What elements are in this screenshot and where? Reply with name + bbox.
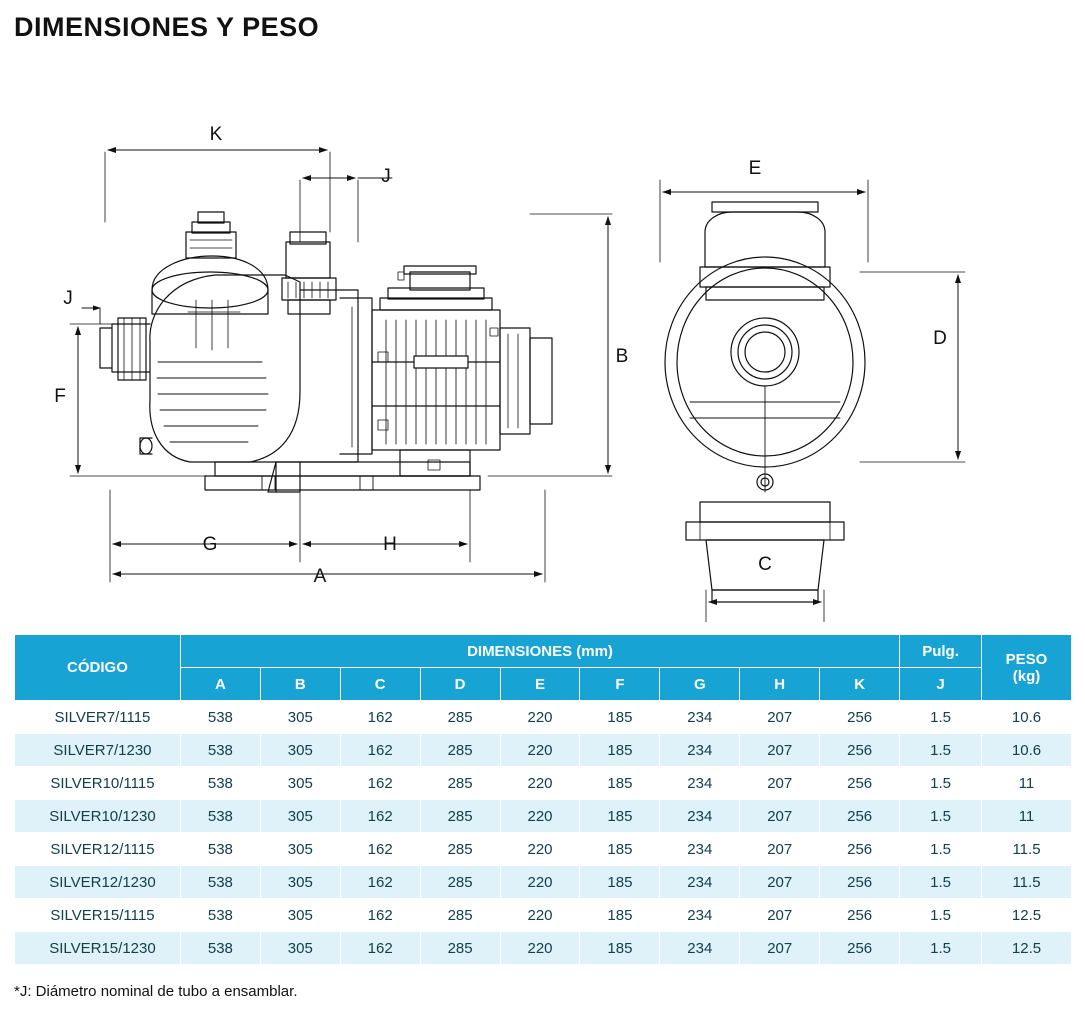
technical-drawing [0,62,1085,622]
cell-E: 220 [500,767,580,800]
cell-J: 1.5 [900,866,982,899]
cell-K: 256 [820,734,900,767]
dim-label-J-top: J [381,166,391,187]
cell-J: 1.5 [900,701,982,734]
header-col-J: J [900,668,982,701]
header-col-C: C [340,668,420,701]
header-col-B: B [260,668,340,701]
header-col-F: F [580,668,660,701]
cell-D: 285 [420,701,500,734]
dimensions-table [14,634,1072,965]
table-header-row-1 [15,635,1072,668]
cell-B: 305 [260,767,340,800]
cell-G: 234 [660,767,740,800]
cell-codigo: SILVER15/1230 [15,932,181,965]
cell-B: 305 [260,800,340,833]
table-row [15,899,1072,932]
cell-G: 234 [660,899,740,932]
cell-K: 256 [820,701,900,734]
cell-K: 256 [820,899,900,932]
cell-peso: 11.5 [982,833,1072,866]
cell-G: 234 [660,833,740,866]
dim-label-G: G [202,534,218,555]
cell-codigo: SILVER10/1230 [15,800,181,833]
cell-J: 1.5 [900,899,982,932]
cell-F: 185 [580,866,660,899]
cell-C: 162 [340,932,420,965]
cell-C: 162 [340,833,420,866]
cell-C: 162 [340,701,420,734]
cell-A: 538 [180,800,260,833]
cell-K: 256 [820,866,900,899]
cell-G: 234 [660,800,740,833]
cell-peso: 11 [982,767,1072,800]
cell-K: 256 [820,767,900,800]
header-col-D: D [420,668,500,701]
page-title: DIMENSIONES Y PESO [14,12,320,42]
table-row [15,833,1072,866]
cell-G: 234 [660,866,740,899]
cell-H: 207 [740,932,820,965]
dim-label-B: B [615,346,629,367]
footnote: *J: Diámetro nominal de tubo a ensamblar. [14,983,298,1000]
cell-A: 538 [180,833,260,866]
dim-label-A: A [313,566,327,587]
header-col-E: E [500,668,580,701]
cell-F: 185 [580,701,660,734]
cell-J: 1.5 [900,932,982,965]
table-row [15,866,1072,899]
cell-C: 162 [340,734,420,767]
header-col-A: A [180,668,260,701]
cell-B: 305 [260,833,340,866]
cell-peso: 12.5 [982,899,1072,932]
cell-A: 538 [180,734,260,767]
table-row [15,932,1072,965]
dim-label-J-left: J [63,288,73,309]
cell-H: 207 [740,800,820,833]
cell-E: 220 [500,932,580,965]
cell-F: 185 [580,833,660,866]
cell-codigo: SILVER7/1115 [15,701,181,734]
cell-C: 162 [340,899,420,932]
cell-E: 220 [500,800,580,833]
cell-J: 1.5 [900,833,982,866]
header-codigo: CÓDIGO [15,635,181,701]
cell-codigo: SILVER12/1115 [15,833,181,866]
cell-peso: 11 [982,800,1072,833]
cell-G: 234 [660,701,740,734]
cell-B: 305 [260,932,340,965]
cell-F: 185 [580,899,660,932]
cell-E: 220 [500,833,580,866]
cell-B: 305 [260,899,340,932]
table-row [15,734,1072,767]
header-peso-line2: (kg) [1012,667,1041,685]
cell-B: 305 [260,701,340,734]
dim-label-K: K [209,124,223,145]
pump-front-view [665,202,865,602]
cell-H: 207 [740,734,820,767]
header-peso-line1: PESO [1005,650,1048,668]
cell-peso: 10.6 [982,734,1072,767]
cell-G: 234 [660,932,740,965]
dimensions-table-wrap [14,634,1072,965]
dim-label-E: E [748,158,762,179]
dim-label-C: C [758,554,772,575]
cell-H: 207 [740,866,820,899]
cell-G: 234 [660,734,740,767]
pump-side-view [100,212,552,492]
table-row [15,767,1072,800]
cell-codigo: SILVER12/1230 [15,866,181,899]
dim-label-D: D [933,328,947,349]
cell-K: 256 [820,932,900,965]
cell-E: 220 [500,899,580,932]
dim-label-H: H [383,534,397,555]
dim-label-F: F [54,386,66,407]
cell-D: 285 [420,767,500,800]
cell-A: 538 [180,866,260,899]
cell-K: 256 [820,800,900,833]
cell-C: 162 [340,767,420,800]
cell-F: 185 [580,767,660,800]
cell-A: 538 [180,767,260,800]
cell-H: 207 [740,701,820,734]
header-dimensiones: DIMENSIONES (mm) [180,635,899,668]
header-col-G: G [660,668,740,701]
cell-H: 207 [740,899,820,932]
cell-J: 1.5 [900,767,982,800]
cell-D: 285 [420,833,500,866]
cell-peso: 12.5 [982,932,1072,965]
cell-E: 220 [500,701,580,734]
cell-D: 285 [420,800,500,833]
cell-E: 220 [500,734,580,767]
cell-F: 185 [580,932,660,965]
cell-H: 207 [740,767,820,800]
cell-peso: 10.6 [982,701,1072,734]
cell-J: 1.5 [900,734,982,767]
cell-E: 220 [500,866,580,899]
cell-F: 185 [580,800,660,833]
cell-A: 538 [180,899,260,932]
header-col-K: K [820,668,900,701]
cell-A: 538 [180,932,260,965]
cell-codigo: SILVER15/1115 [15,899,181,932]
cell-K: 256 [820,833,900,866]
cell-D: 285 [420,734,500,767]
cell-H: 207 [740,833,820,866]
header-pulg: Pulg. [900,635,982,668]
cell-codigo: SILVER7/1230 [15,734,181,767]
table-row [15,800,1072,833]
header-col-H: H [740,668,820,701]
cell-B: 305 [260,866,340,899]
cell-J: 1.5 [900,800,982,833]
cell-F: 185 [580,734,660,767]
cell-D: 285 [420,899,500,932]
cell-peso: 11.5 [982,866,1072,899]
cell-codigo: SILVER10/1115 [15,767,181,800]
cell-A: 538 [180,701,260,734]
cell-C: 162 [340,866,420,899]
cell-B: 305 [260,734,340,767]
cell-D: 285 [420,866,500,899]
table-row [15,701,1072,734]
header-peso [982,635,1072,701]
cell-D: 285 [420,932,500,965]
cell-C: 162 [340,800,420,833]
